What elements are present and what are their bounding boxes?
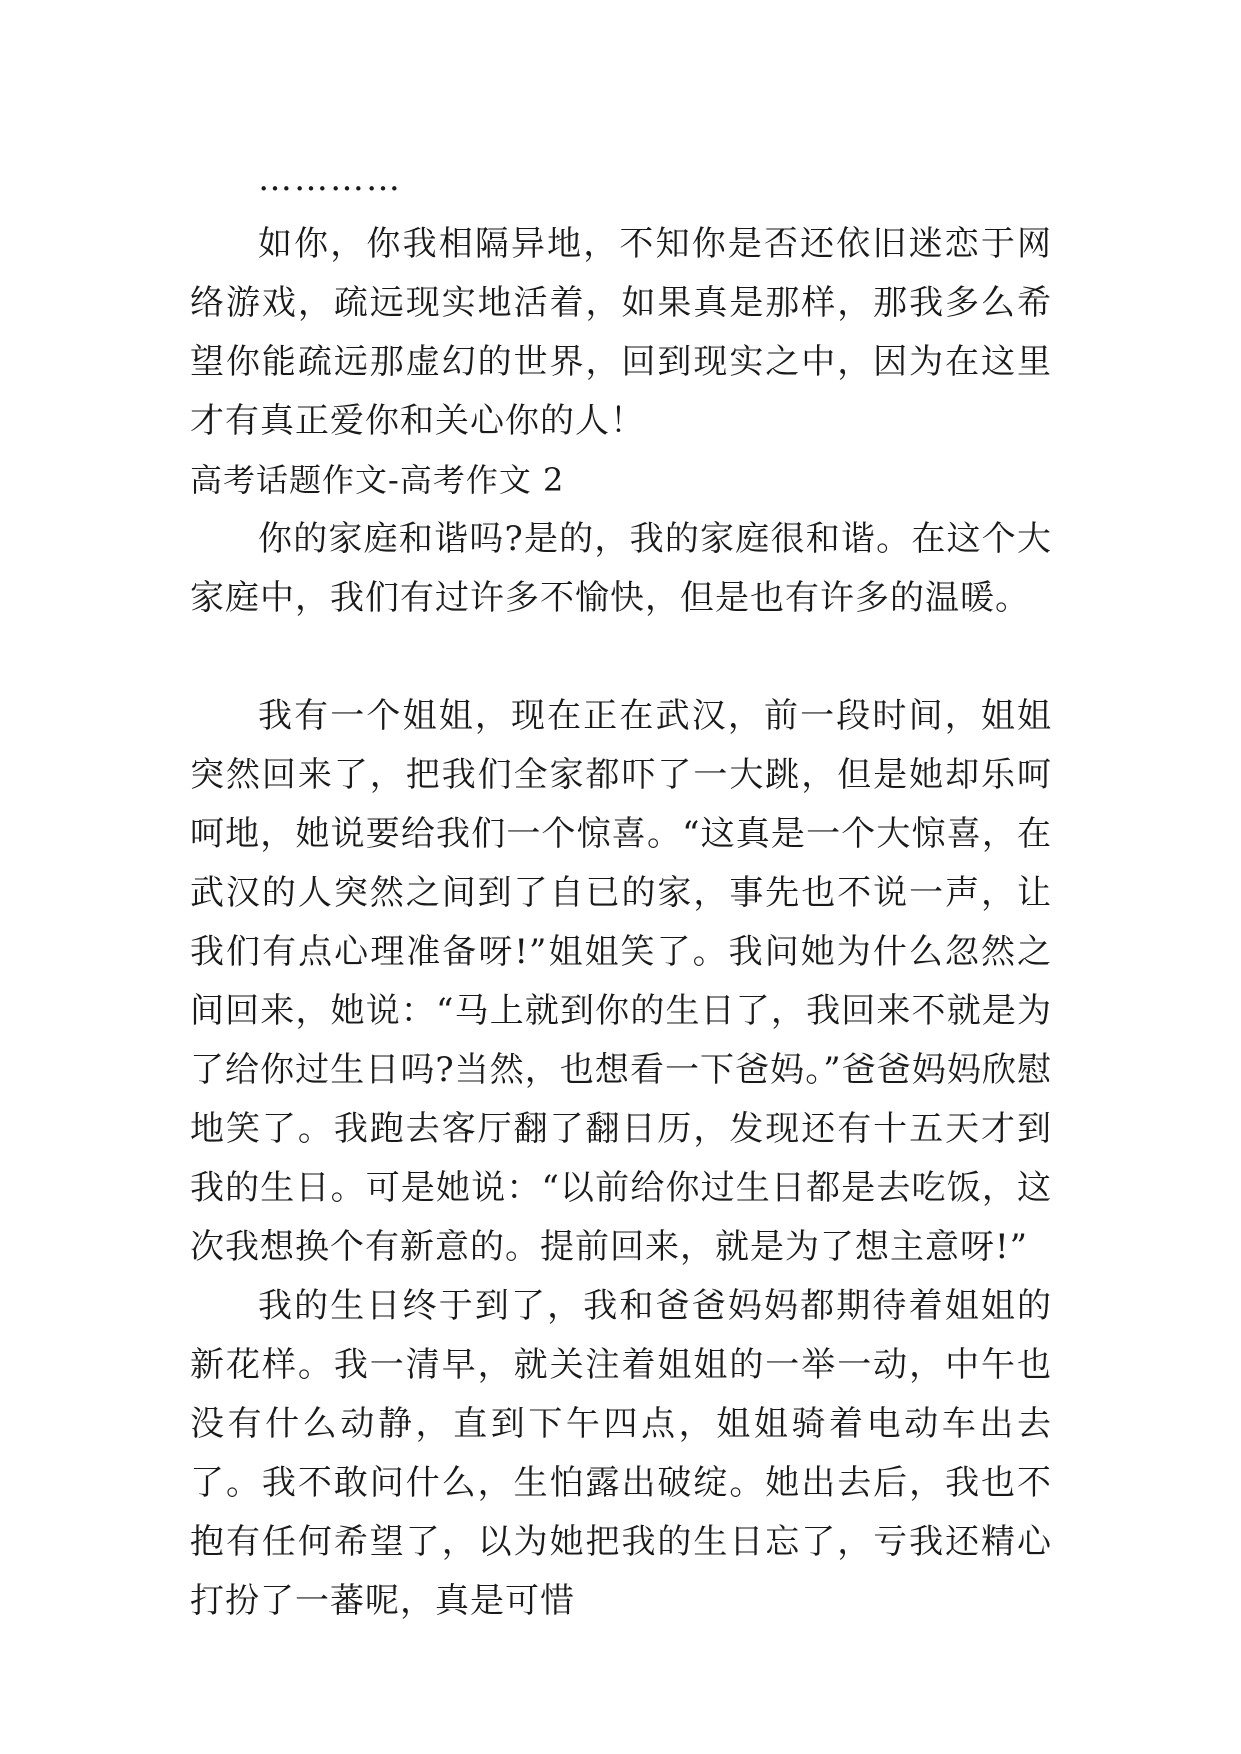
section-heading: 高考话题作文-高考作文 2: [190, 461, 565, 499]
paragraph-1: 如你，你我相隔异地，不知你是否还依旧迷恋于网络游戏，疏远现实地活着，如果真是那样，那我多么希望你能疏远那虚幻的世界，回到现实之中，因为在这里才有真正爱你和关心你的人！: [190, 224, 1052, 441]
document-page: [190, 150, 1052, 1631]
ellipsis-line: …………: [258, 159, 402, 199]
paragraph-3: 我有一个姐姐，现在正在武汉，前一段时间，姐姐突然回来了，把我们全家都吓了一大跳，但是她却乐呵呵地，她说要给我们一个惊喜。“这真是一个大惊喜，在武汉的人突然之间到了自已的家，事先也不说一声，让我们有点心理准备呀!”姐姐笑了。我问她为什么忽然之间回来，她说：“马上就到你的生日了，我回来不就是为了给你过生日吗?当然，也想看一下爸妈。”爸爸妈妈欣慰地笑了。我跑去客厅翻了翻日历，发现还有十五天才到我的生日。可是她说：“以前给你过生日都是去吃饭，这次我想换个有新意的。提前回来，就是为了想主意呀!”: [190, 696, 1052, 1267]
paragraph-spacer: [190, 628, 1052, 687]
paragraph-2: 你的家庭和谐吗?是的，我的家庭很和谐。在这个大家庭中，我们有过许多不愉快，但是也有许多的温暖。: [190, 519, 1052, 618]
paragraph-4: 我的生日终于到了，我和爸爸妈妈都期待着姐姐的新花样。我一清早，就关注着姐姐的一举一动，中午也没有什么动静，直到下午四点，姐姐骑着电动车出去了。我不敢问什么，生怕露出破绽。她出去后，我也不抱有任何希望了，以为她把我的生日忘了，亏我还精心打扮了一蕃呢，真是可惜: [190, 1286, 1052, 1621]
